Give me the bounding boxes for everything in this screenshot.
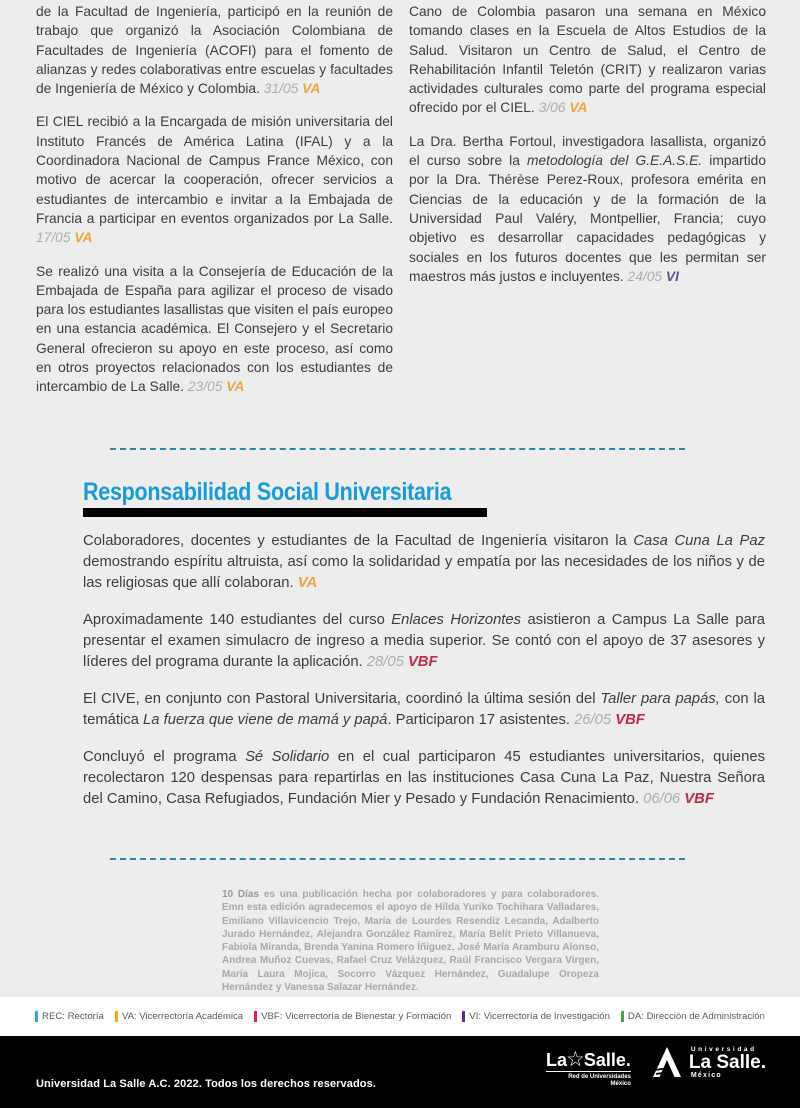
logo-text-salle: Salle. <box>583 1050 631 1070</box>
text-segment: impartido por la Dra. Thérèse Perez-Roux, profesora emérita en Ciencias de la educación y de la formación de la Universidad Paul Valéry, Montpellier, Francia; cuyo objetivo es desarrollar capacidades pedagógicas y sociales en los futuros docentes que les permitan ser maestros más justos e incluyentes. <box>409 153 766 284</box>
copyright-text: Universidad La Salle A.C. 2022. Todos los derechos reservados. <box>36 1078 376 1090</box>
la-salle-network-logo <box>546 1050 631 1088</box>
text-segment: 10 Días <box>222 889 260 900</box>
news-paragraph <box>36 262 393 397</box>
news-paragraph <box>83 747 765 810</box>
text-segment: Se realizó una visita a la Consejería de Educación de la Embajada de España para agilizar el proceso de visado para los estudiantes lasallistas que visiten el país europeo en una estancia académica. El Consejero y el Secretario General ofrecieron su apoyo en este proceso, así como en otros proyectos relacionados con los estudiantes de intercambio de La Salle. <box>36 263 393 395</box>
area-tag-vbf: VBF <box>615 712 645 728</box>
la-salle-mexico-mountain-icon <box>651 1045 683 1079</box>
la-salle-network-wordmark <box>546 1050 631 1070</box>
text-segment: Enlaces Horizontes <box>391 612 522 628</box>
star-icon: ☆ <box>566 1048 585 1071</box>
legend-label: VI: Vicerrectoría de Investigación <box>469 1011 610 1022</box>
news-paragraph <box>36 2 393 98</box>
news-column-right <box>409 2 766 411</box>
area-tag-va: VA <box>74 230 93 246</box>
text-segment: de la Facultad de Ingeniería, participó en la reunión de trabajo que organizó la Asociación Colombiana de Facultades de Ingeniería (ACOFI) para el fomento de alianzas y redes colaborativas entre escuelas y facultades de Ingeniería de México y Colombia. <box>36 4 393 97</box>
section-title: Responsabilidad Social Universitaria <box>83 478 452 506</box>
legend-color-bar <box>254 1011 257 1022</box>
text-segment: . Participaron 17 asistentes. <box>387 712 575 728</box>
credits-block <box>222 888 599 994</box>
footer-logos <box>546 1043 766 1088</box>
legend-label: DA: Dirección de Administración <box>627 1011 765 1022</box>
area-tag-va: VA <box>569 100 588 116</box>
text-segment: El CIVE, en conjunto con Pastoral Universitaria, coordinó la última sesión del <box>83 691 601 707</box>
text-segment: metodología del G.E.A.S.E. <box>527 153 703 169</box>
legend-item-da <box>621 1011 765 1022</box>
text-segment: Concluyó el programa <box>83 749 246 765</box>
text-segment: La fuerza que viene de mamá y papá <box>143 712 388 728</box>
area-tag-va: VA <box>226 379 245 395</box>
text-segment: es una publicación hecha por colaboradores y para colaboradores. Emn esta edición agradecemos el apoyo de Hilda Yuriko Tochihara Valladares, Emiliano Villavicencio Trejo, María de Lourdes Resendiz Lecanda, Adalberto Jurado Hernández, Alejandra González Ramírez, María Belit Prieto Villanueva, Fabiola Miranda, Brenda Yanina Romero Íñiguez, José María Aramburu Alonso, Andrea Muñoz Cuevas, Rafael Cruz Velázquez, Raúl Francisco Vergara Virgen, María Laura Mojica, Socorro Vázquez Hernández, Guadalupe Oropeza Hernández y Vanessa Salazar Hernández. <box>222 889 599 994</box>
date-stamp: 31/05 <box>263 81 299 97</box>
text-segment: Cano de Colombia pasaron una semana en México tomando clases en la Escuela de Altos Estudios de la Salud. Visitaron un Centro de Salud, el Centro de Rehabilitación Infantil Teletón (CRIT) y realizaron varias actividades culturales como parte del programa especial ofrecido por el CIEL. <box>409 4 766 116</box>
text-segment: Taller para papás, <box>600 691 720 707</box>
logo-divider-rule <box>546 1071 631 1072</box>
section-divider-dashed <box>110 448 685 450</box>
rsu-section <box>83 479 765 826</box>
footer-bar <box>0 1036 800 1108</box>
news-paragraph <box>409 2 766 118</box>
news-columns <box>36 2 766 411</box>
legend-item-va <box>115 1011 243 1022</box>
news-paragraph <box>36 112 393 247</box>
section-title-underline <box>83 508 487 517</box>
text-segment: con la temática <box>83 691 765 728</box>
text-segment: El CIEL recibió a la Encargada de misión universitaria del Instituto Francés de América Latina (IFAL) y a la Coordinadora Nacional de Campus France México, con motivo de acercar la cooperación, ofrecer servicios a estudiantes de intercambio e invitar a la Embajada de Francia a participar en eventos organizados por La Salle. <box>36 114 393 226</box>
text-segment: en el cual participaron 45 estudiantes universitarios, quienes recolectaron 120 despensas para repartirlas en las instituciones Casa Cuna La Paz, Nuestra Señora del Camino, Casa Refugiados, Fundación Mier y Pesado y Fundación Renacimiento. <box>83 749 765 807</box>
legend-color-bar <box>621 1011 624 1022</box>
text-segment: demostrando espíritu altruista, así como la solidaridad y empatía por las necesidades de los niños y de las religiosas que allí colaboran. <box>83 554 765 591</box>
text-segment: La Dra. Bertha Fortoul, investigadora lasallista, organizó el curso sobre la <box>409 133 766 169</box>
legend-label: REC: Rectoría <box>42 1011 104 1022</box>
date-stamp: 3/06 <box>538 100 566 116</box>
legend-color-bar <box>115 1011 118 1022</box>
area-tag-vbf: VBF <box>684 791 714 807</box>
area-tag-va: VA <box>302 81 321 97</box>
logo-text-la-salle: La Salle. <box>688 1051 766 1073</box>
legend-color-bar <box>35 1011 38 1022</box>
text-segment: Aproximadamente 140 estudiantes del curso <box>83 612 392 628</box>
date-stamp: 17/05 <box>36 230 71 246</box>
date-stamp: 24/05 <box>627 268 663 284</box>
legend-label: VA: Vicerrectoría Académica <box>121 1011 244 1022</box>
legend-strip <box>0 997 800 1036</box>
news-column-left <box>36 2 393 411</box>
news-paragraph <box>83 689 765 731</box>
news-paragraph <box>83 531 765 594</box>
text-segment: Casa Cuna La Paz <box>633 533 765 549</box>
la-salle-mexico-wordmark <box>689 1046 766 1079</box>
area-tag-vbf: VBF <box>407 654 438 670</box>
universidad-la-salle-mexico-logo <box>651 1045 766 1079</box>
date-stamp: 26/05 <box>574 712 612 728</box>
area-tag-va: VA <box>297 575 318 591</box>
news-paragraph <box>83 610 765 673</box>
rsu-paragraphs <box>83 531 765 810</box>
logo-subtext-red: Red de Universidades <box>568 1074 631 1080</box>
logo-text-la: La <box>546 1050 568 1070</box>
logo-text-mexico: México <box>690 1071 722 1079</box>
area-legend <box>0 997 800 1036</box>
area-tag-vi: VI <box>665 268 679 284</box>
legend-color-bar <box>462 1011 465 1022</box>
section-divider-dashed <box>110 858 685 860</box>
legend-item-vi <box>462 1011 610 1022</box>
text-segment: asistieron a Campus La Salle para presentar el examen simulacro de ingreso a media superior. Se contó con el apoyo de 37 asesores y líderes del programa durante la aplicación. <box>83 612 765 670</box>
text-segment: Sé Solidario <box>245 749 330 765</box>
legend-item-vbf <box>254 1011 451 1022</box>
date-stamp: 06/06 <box>643 791 681 807</box>
logo-subtext-mexico: México <box>610 1081 631 1087</box>
legend-label: VBF: Vicerrectoría de Bienestar y Formación <box>261 1011 452 1022</box>
date-stamp: 23/05 <box>187 379 223 395</box>
logo-text-universidad: Universidad <box>690 1045 757 1053</box>
date-stamp: 28/05 <box>366 654 404 670</box>
text-segment: Colaboradores, docentes y estudiantes de la Facultad de Ingeniería visitaron la <box>83 533 634 549</box>
legend-item-rec <box>35 1011 104 1022</box>
news-paragraph <box>409 132 766 286</box>
